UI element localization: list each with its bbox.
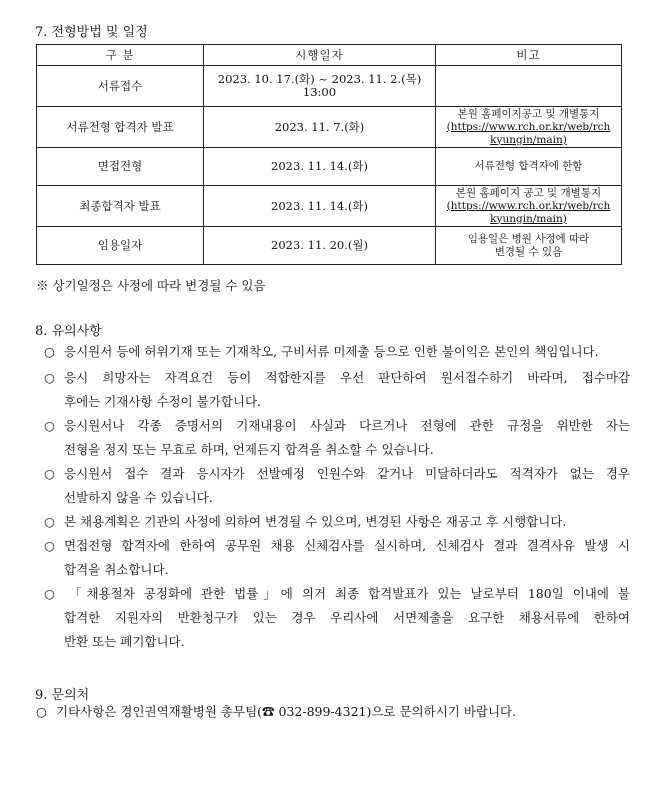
section-7-title: 7. 전형방법 및 일정 <box>35 25 148 40</box>
row-note <box>436 227 622 265</box>
note-line: 변경될 수 있음 <box>494 245 563 258</box>
notice-text-cont: 후에는 기재사항 수정이 불가합니다. <box>64 394 262 409</box>
notice-text-cont: 합격을 취소합니다. <box>64 562 169 577</box>
table-row <box>37 148 622 186</box>
row-label: 면접전형 <box>37 148 204 186</box>
row-date: 2023. 11. 14.(화) <box>204 186 436 227</box>
row-date: 2023. 11. 7.(화) <box>204 107 436 148</box>
notice-item <box>44 414 630 462</box>
notice-text: 본 채용계획은 기관의 사정에 의하여 변경될 수 있으며, 변경된 사항은 재공고 후 시행합니다. <box>64 514 567 529</box>
bullet-icon: ○ <box>44 344 55 359</box>
note-line: 임용일은 병원 사정에 따라 <box>467 232 590 245</box>
notice-text: 「채용절차 공정화에 관한 법률」에 의거 최종 합격발표가 있는 날로부터 180일 이내에 불 <box>64 586 630 601</box>
notice-item <box>44 582 630 654</box>
notice-item <box>44 366 630 414</box>
row-note <box>436 107 622 148</box>
note-line: 본원 홈페이지 공고 및 개별통지 <box>455 186 602 199</box>
row-label: 임용일자 <box>37 227 204 265</box>
table-row <box>37 227 622 265</box>
bullet-icon: ○ <box>44 370 55 385</box>
header-note: 비고 <box>436 45 622 66</box>
bullet-icon: ○ <box>36 704 47 719</box>
homepage-link[interactable]: (https://www.rch.or.kr/web/rch <box>446 199 611 212</box>
table-header-row <box>37 45 622 66</box>
bullet-icon: ○ <box>44 538 55 553</box>
notice-text-cont: 전형을 정지 또는 무효로 하며, 언제든지 합격을 취소할 수 있습니다. <box>64 442 434 457</box>
table-row <box>37 186 622 227</box>
header-date: 시행일자 <box>204 45 436 66</box>
schedule-remark: ※ 상기일정은 사정에 따라 변경될 수 있음 <box>36 278 266 293</box>
row-date: 2023. 10. 17.(화) ~ 2023. 11. 2.(목) 13:00 <box>204 66 436 107</box>
bullet-icon: ○ <box>44 418 55 433</box>
notice-text-cont: 선발하지 않을 수 있습니다. <box>64 490 213 505</box>
row-note: 서류전형 합격자에 한함 <box>436 148 622 186</box>
notice-text-cont: 반환 또는 폐기합니다. <box>64 634 185 649</box>
row-label: 서류전형 합격자 발표 <box>37 107 204 148</box>
notice-item <box>44 510 630 534</box>
table-row <box>37 107 622 148</box>
row-date: 2023. 11. 14.(화) <box>204 148 436 186</box>
contact-text: 기타사항은 경인권역재활병원 총무팀(☎ 032-899-4321)으로 문의하시기 바랍니다. <box>56 704 517 719</box>
notice-text: 응시원서나 각종 증명서의 기재내용이 사실과 다르거나 전형에 관한 규정을 위반한 자는 <box>64 418 630 433</box>
notice-item <box>44 340 630 364</box>
row-label: 최종합격자 발표 <box>37 186 204 227</box>
notice-text: 응시 희망자는 자격요건 등이 적합한지를 우선 판단하여 원서접수하기 바라며, 접수마감 <box>64 370 630 385</box>
row-date: 2023. 11. 20.(월) <box>204 227 436 265</box>
row-note <box>436 66 622 107</box>
section-8-title: 8. 유의사항 <box>35 324 102 339</box>
notice-text: 면접전형 합격자에 한하여 공무원 채용 신체검사를 실시하며, 신체검사 결과 결격사유 발생 시 <box>64 538 630 553</box>
bullet-icon: ○ <box>44 466 55 481</box>
row-label: 서류접수 <box>37 66 204 107</box>
row-note <box>436 186 622 227</box>
bullet-icon: ○ <box>44 514 55 529</box>
schedule-table <box>36 44 622 265</box>
bullet-icon: ○ <box>44 586 55 601</box>
contact-item <box>36 700 622 724</box>
notice-text: 응시원서 등에 허위기재 또는 기재착오, 구비서류 미제출 등으로 인한 불이익은 본인의 책임입니다. <box>64 344 599 359</box>
header-category: 구 분 <box>37 45 204 66</box>
notice-item <box>44 462 630 510</box>
notice-item <box>44 534 630 582</box>
homepage-link[interactable]: (https://www.rch.or.kr/web/rch <box>446 120 611 133</box>
notice-text-cont: 합격한 지원자의 반환청구가 있는 경우 우리사에 서면제출을 요구한 채용서류에 한하여 <box>64 610 630 625</box>
homepage-link-cont[interactable]: kyungin/main) <box>490 212 567 225</box>
homepage-link-cont[interactable]: kyungin/main) <box>490 133 567 146</box>
notice-text: 응시원서 접수 결과 응시자가 선발예정 인원수와 같거나 미달하더라도 적격자가 없는 경우 <box>64 466 630 481</box>
section-9-title: 9. 문의처 <box>35 688 90 703</box>
table-row <box>37 66 622 107</box>
note-line: 본원 홈페이지공고 및 개별통지 <box>457 107 600 120</box>
